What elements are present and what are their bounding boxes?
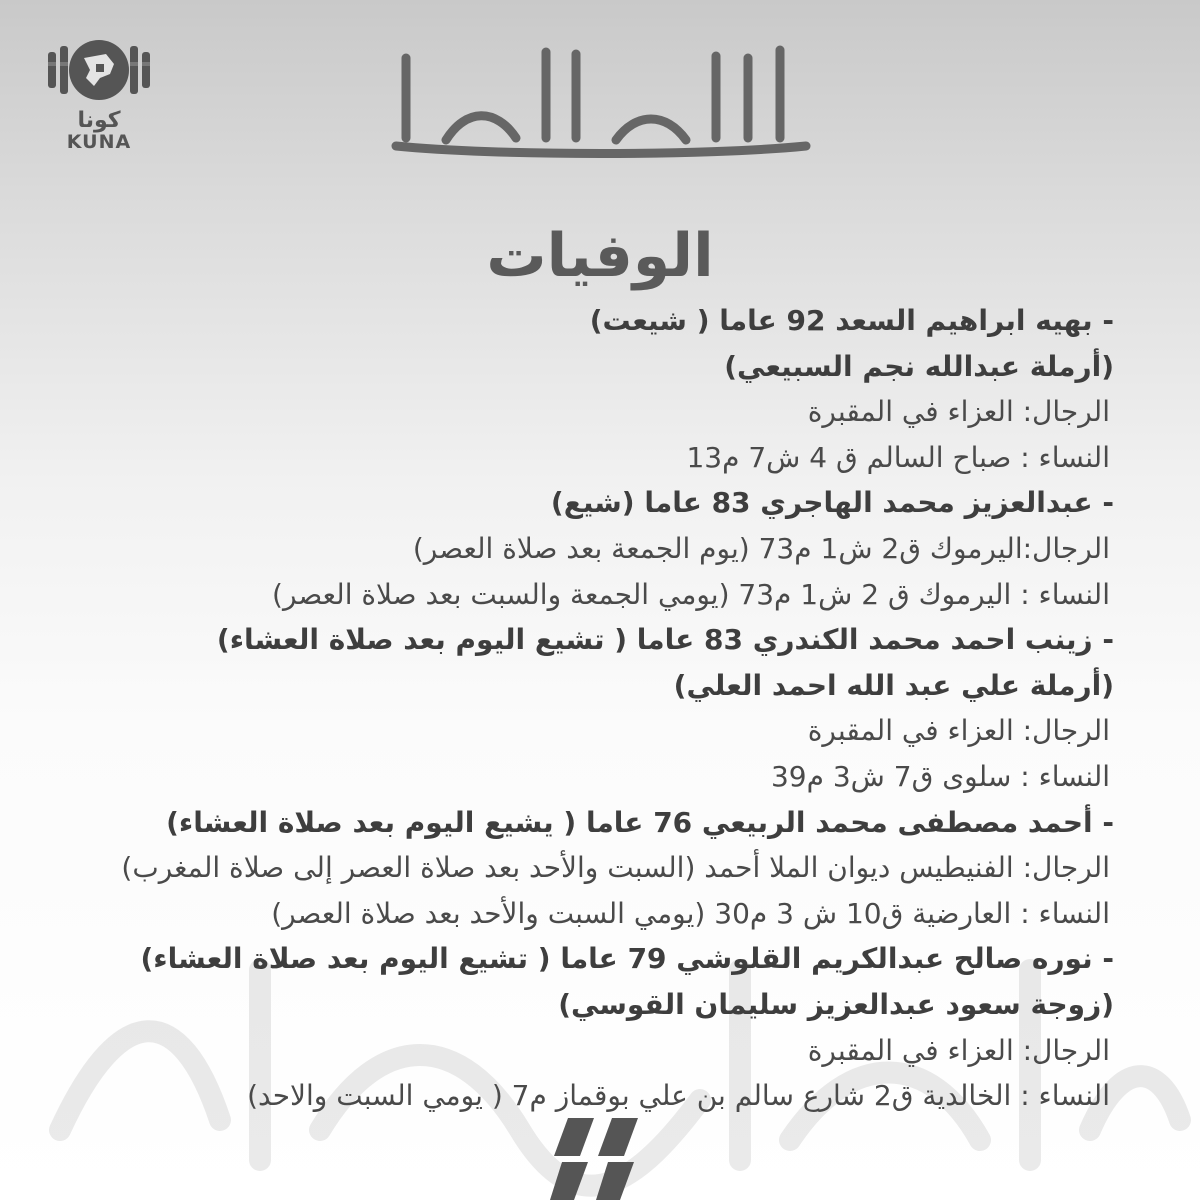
obituary-men-condolence: الرجال: العزاء في المقبرة xyxy=(807,1033,1110,1067)
obituary-name-line: - زينب احمد محمد الكندري 83 عاما ( تشيع اليوم بعد صلاة العشاء) xyxy=(216,623,1114,657)
obituary-women-condolence: النساء : اليرموك ق 2 ش1 م73 (يومي الجمعة والسبت بعد صلاة العصر) xyxy=(272,577,1110,611)
logo-english-text: KUNA xyxy=(66,131,132,153)
quote-marks-icon xyxy=(550,1118,650,1200)
logo-arabic-text: كونا xyxy=(77,108,121,133)
obituary-women-condolence: النساء : الخالدية ق2 شارع سالم بن علي بوقماز م7 ( يومي السبت والاحد) xyxy=(247,1079,1110,1113)
obituary-men-condolence: الرجال:اليرموك ق2 ش1 م73 (يوم الجمعة بعد صلاة العصر) xyxy=(412,531,1110,565)
obituary-relation-line: (أرملة علي عبد الله احمد العلي) xyxy=(673,668,1114,702)
obituary-name-line: - بهيه ابراهيم السعد 92 عاما ( شيعت) xyxy=(589,304,1114,337)
obituary-name-line: - أحمد مصطفى محمد الربيعي 76 عاما ( يشيع اليوم بعد صلاة العشاء) xyxy=(166,805,1114,839)
obituary-men-condolence: الرجال: العزاء في المقبرة xyxy=(807,395,1110,429)
obituary-men-condolence: الرجال: العزاء في المقبرة xyxy=(807,714,1110,748)
obituary-women-condolence: النساء : سلوى ق7 ش3 م39 xyxy=(770,759,1110,793)
obituary-women-condolence: النساء : العارضية ق10 ش 3 م30 (يومي السبت والأحد بعد صلاة العصر) xyxy=(271,896,1110,930)
obituary-list xyxy=(24,298,1114,1119)
kuna-logo-icon xyxy=(44,34,154,106)
obituary-men-condolence: الرجال: الفنيطيس ديوان الملا أحمد (السبت والأحد بعد صلاة العصر إلى صلاة المغرب) xyxy=(121,851,1110,885)
obituary-name-line: - نوره صالح عبدالكريم القلوشي 79 عاما ( تشيع اليوم بعد صلاة العشاء) xyxy=(140,942,1114,976)
kuna-logo xyxy=(44,34,154,164)
obituary-women-condolence: النساء : صباح السالم ق 4 ش7 م13 xyxy=(686,440,1110,474)
obituary-relation-line: (زوجة سعود عبدالعزيز سليمان القوسي) xyxy=(558,987,1114,1021)
calligraphy-strokes-icon xyxy=(376,28,826,158)
verse-calligraphy xyxy=(376,28,826,158)
obituary-relation-line: (أرملة عبدالله نجم السبيعي) xyxy=(724,349,1114,383)
page-title: الوفيات xyxy=(486,221,714,291)
obituary-name-line: - عبدالعزيز محمد الهاجري 83 عاما (شيع) xyxy=(550,486,1114,520)
